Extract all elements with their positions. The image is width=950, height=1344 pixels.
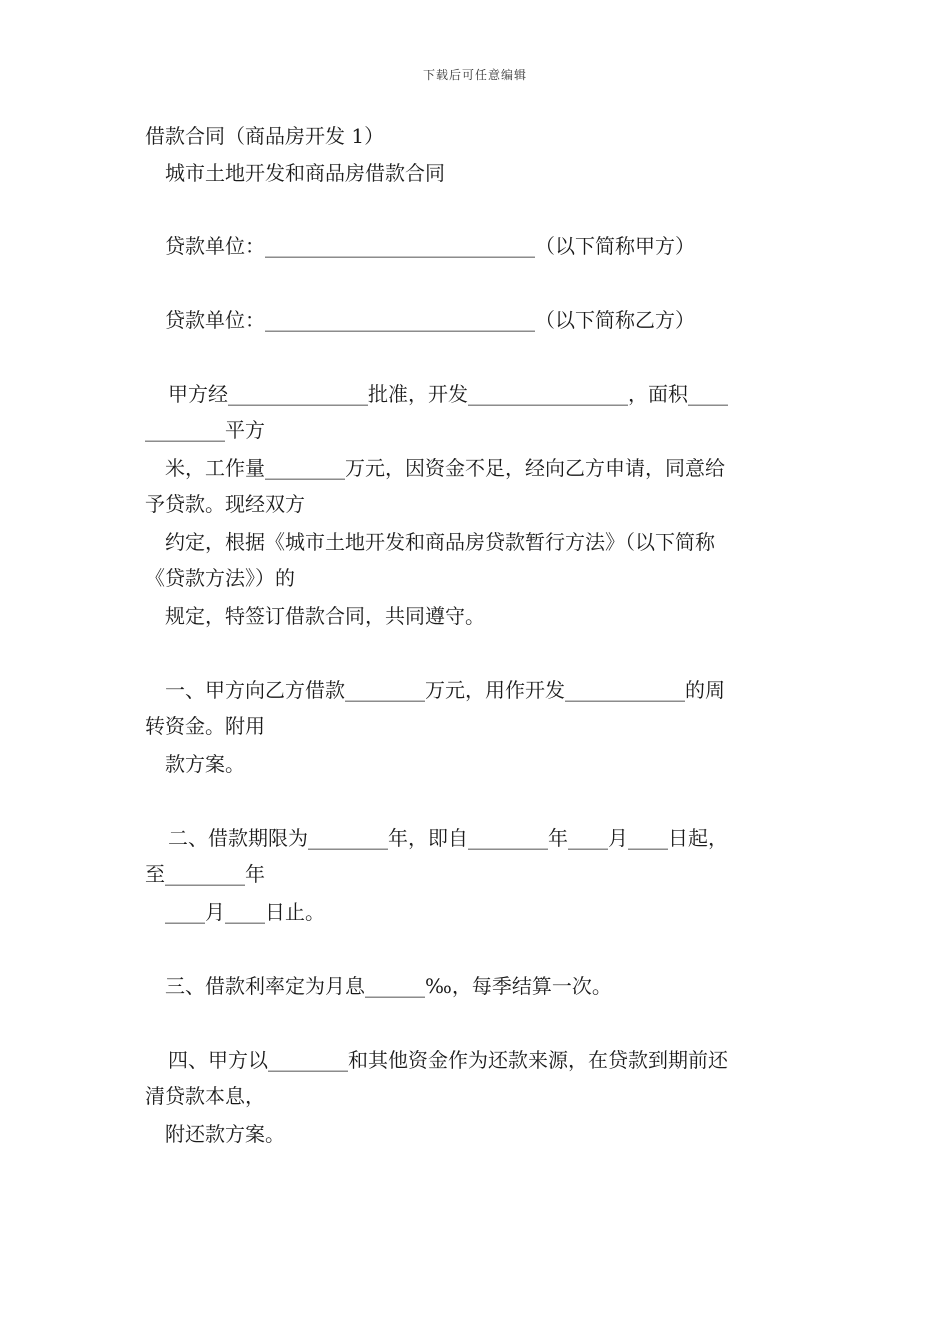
clause-4-line-2: 清贷款本息，	[145, 1084, 265, 1108]
preamble-line-4: 予贷款。现经双方	[145, 492, 305, 516]
party-b-line: 贷款单位：___________________________（以下简称乙方）	[165, 308, 695, 332]
clause-1-line-1: 一、甲方向乙方借款________万元，用作开发____________的周	[165, 678, 725, 702]
clause-1-line-2: 转资金。附用	[145, 714, 265, 738]
document-title: 借款合同（商品房开发 1）	[145, 124, 385, 148]
party-a-line: 贷款单位：___________________________（以下简称甲方）	[165, 234, 695, 258]
preamble-line-6: 《贷款方法》）的	[145, 566, 295, 590]
clause-1-line-3: 款方案。	[165, 752, 245, 776]
clause-2-line-1: 二、借款期限为________年，即自________年____月____日起，	[168, 826, 728, 850]
preamble-line-5: 约定，根据《城市土地开发和商品房贷款暂行方法》（以下简称	[165, 530, 715, 554]
document-subtitle: 城市土地开发和商品房借款合同	[165, 161, 445, 185]
clause-4-line-1: 四、甲方以________和其他资金作为还款来源，在贷款到期前还	[168, 1048, 728, 1072]
clause-4-line-3: 附还款方案。	[165, 1122, 285, 1146]
header-note: 下载后可任意编辑	[422, 68, 527, 82]
clause-3-line-1: 三、借款利率定为月息______‰，每季结算一次。	[165, 974, 612, 998]
preamble-line-2: ________平方	[145, 418, 265, 442]
clause-2-line-3: ____月____日止。	[165, 900, 325, 924]
preamble-line-1: 甲方经______________批准，开发________________，面积____	[168, 382, 728, 406]
preamble-line-7: 规定，特签订借款合同，共同遵守。	[165, 604, 485, 628]
clause-2-line-2: 至________年	[145, 862, 265, 886]
preamble-line-3: 米，工作量________万元，因资金不足，经向乙方申请，同意给	[165, 456, 725, 480]
